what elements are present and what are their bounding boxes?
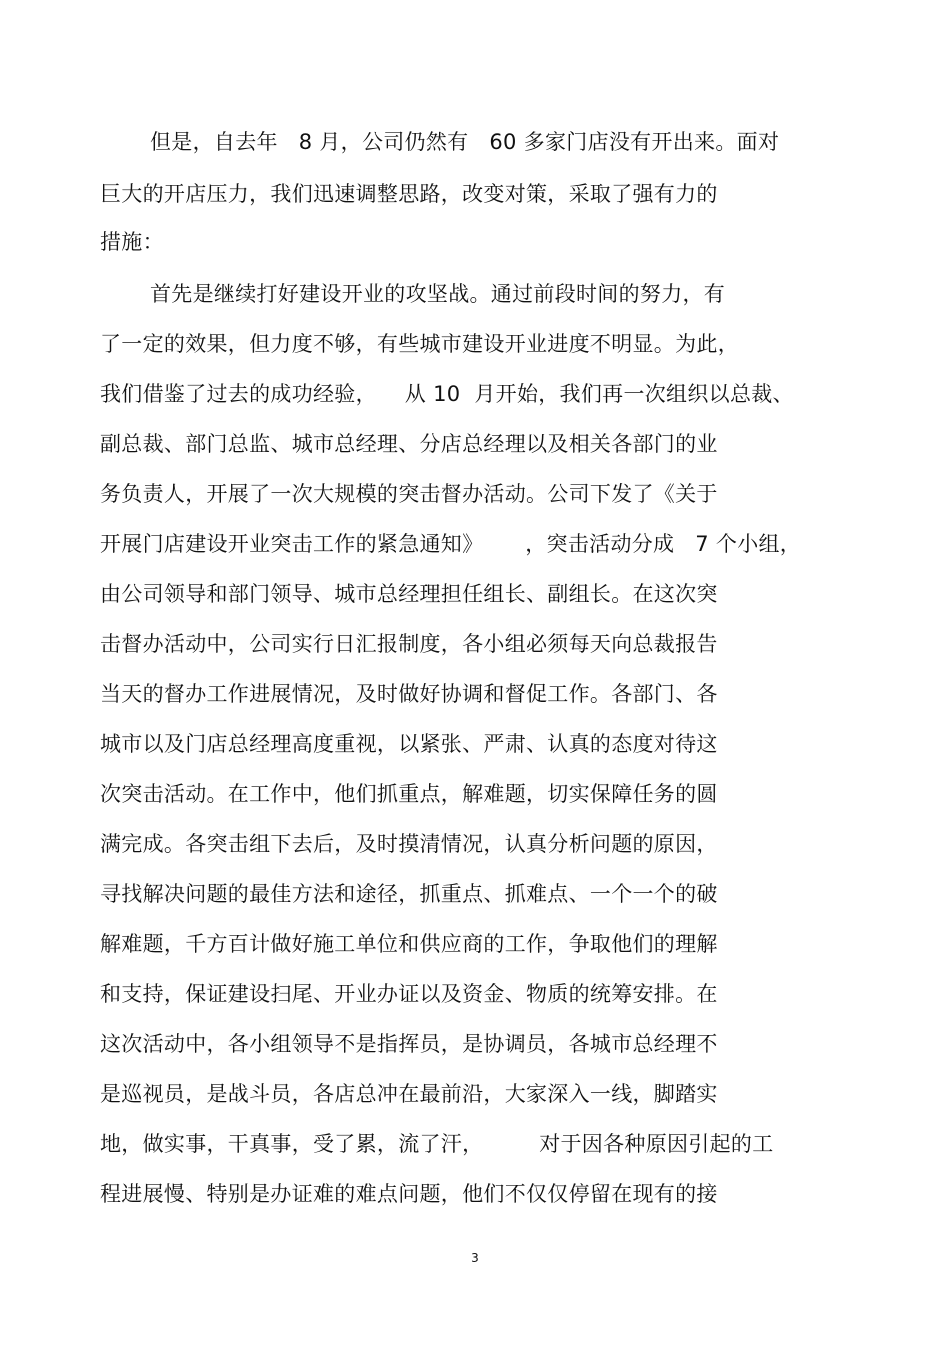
text-line-21: 地，做实事，干真事，受了累，流了汗， 对于因各种原因引起的工 bbox=[100, 1132, 774, 1156]
text-line-1: 但是，自去年 8 月，公司仍然有 60 多家门店没有开出来。面对 bbox=[150, 130, 780, 154]
text-line-12: 当天的督办工作进展情况，及时做好协调和督促工作。各部门、各 bbox=[100, 682, 718, 706]
text-line-15: 满完成。各突击组下去后，及时摸清情况，认真分析问题的原因， bbox=[100, 832, 718, 856]
text-line-7: 副总裁、部门总监、城市总经理、分店总经理以及相关各部门的业 bbox=[100, 432, 718, 456]
text-line-17: 解难题，千方百计做好施工单位和供应商的工作，争取他们的理解 bbox=[100, 932, 718, 956]
text-line-2: 巨大的开店压力，我们迅速调整思路，改变对策，采取了强有力的 bbox=[100, 182, 718, 206]
text-line-9: 开展门店建设开业突击工作的紧急通知》 ，突击活动分成 7 个小组， bbox=[100, 532, 802, 556]
text-line-16: 寻找解决问题的最佳方法和途径，抓重点、抓难点、一个一个的破 bbox=[100, 882, 718, 906]
page-number: 3 bbox=[471, 1251, 479, 1265]
text-line-11: 击督办活动中，公司实行日汇报制度，各小组必须每天向总裁报告 bbox=[100, 632, 718, 656]
text-line-22: 程进展慢、特别是办证难的难点问题，他们不仅仅停留在现有的接 bbox=[100, 1182, 718, 1206]
text-line-10: 由公司领导和部门领导、城市总经理担任组长、副组长。在这次突 bbox=[100, 582, 718, 606]
text-line-19: 这次活动中，各小组领导不是指挥员，是协调员，各城市总经理不 bbox=[100, 1032, 718, 1056]
text-line-14: 次突击活动。在工作中，他们抓重点，解难题，切实保障任务的圆 bbox=[100, 782, 718, 806]
text-line-20: 是巡视员，是战斗员，各店总冲在最前沿，大家深入一线，脚踏实 bbox=[100, 1082, 718, 1106]
text-line-4: 首先是继续打好建设开业的攻坚战。通过前段时间的努力，有 bbox=[150, 282, 726, 306]
text-line-13: 城市以及门店总经理高度重视，以紧张、严肃、认真的态度对待这 bbox=[100, 732, 718, 756]
text-line-3: 措施： bbox=[100, 230, 164, 254]
text-line-8: 务负责人，开展了一次大规模的突击督办活动。公司下发了《关于 bbox=[100, 482, 718, 506]
text-line-18: 和支持，保证建设扫尾、开业办证以及资金、物质的统筹安排。在 bbox=[100, 982, 718, 1006]
text-line-6: 我们借鉴了过去的成功经验， 从 10 月开始，我们再一次组织以总裁、 bbox=[100, 382, 794, 406]
text-line-5: 了一定的效果，但力度不够，有些城市建设开业进度不明显。为此， bbox=[100, 332, 739, 356]
